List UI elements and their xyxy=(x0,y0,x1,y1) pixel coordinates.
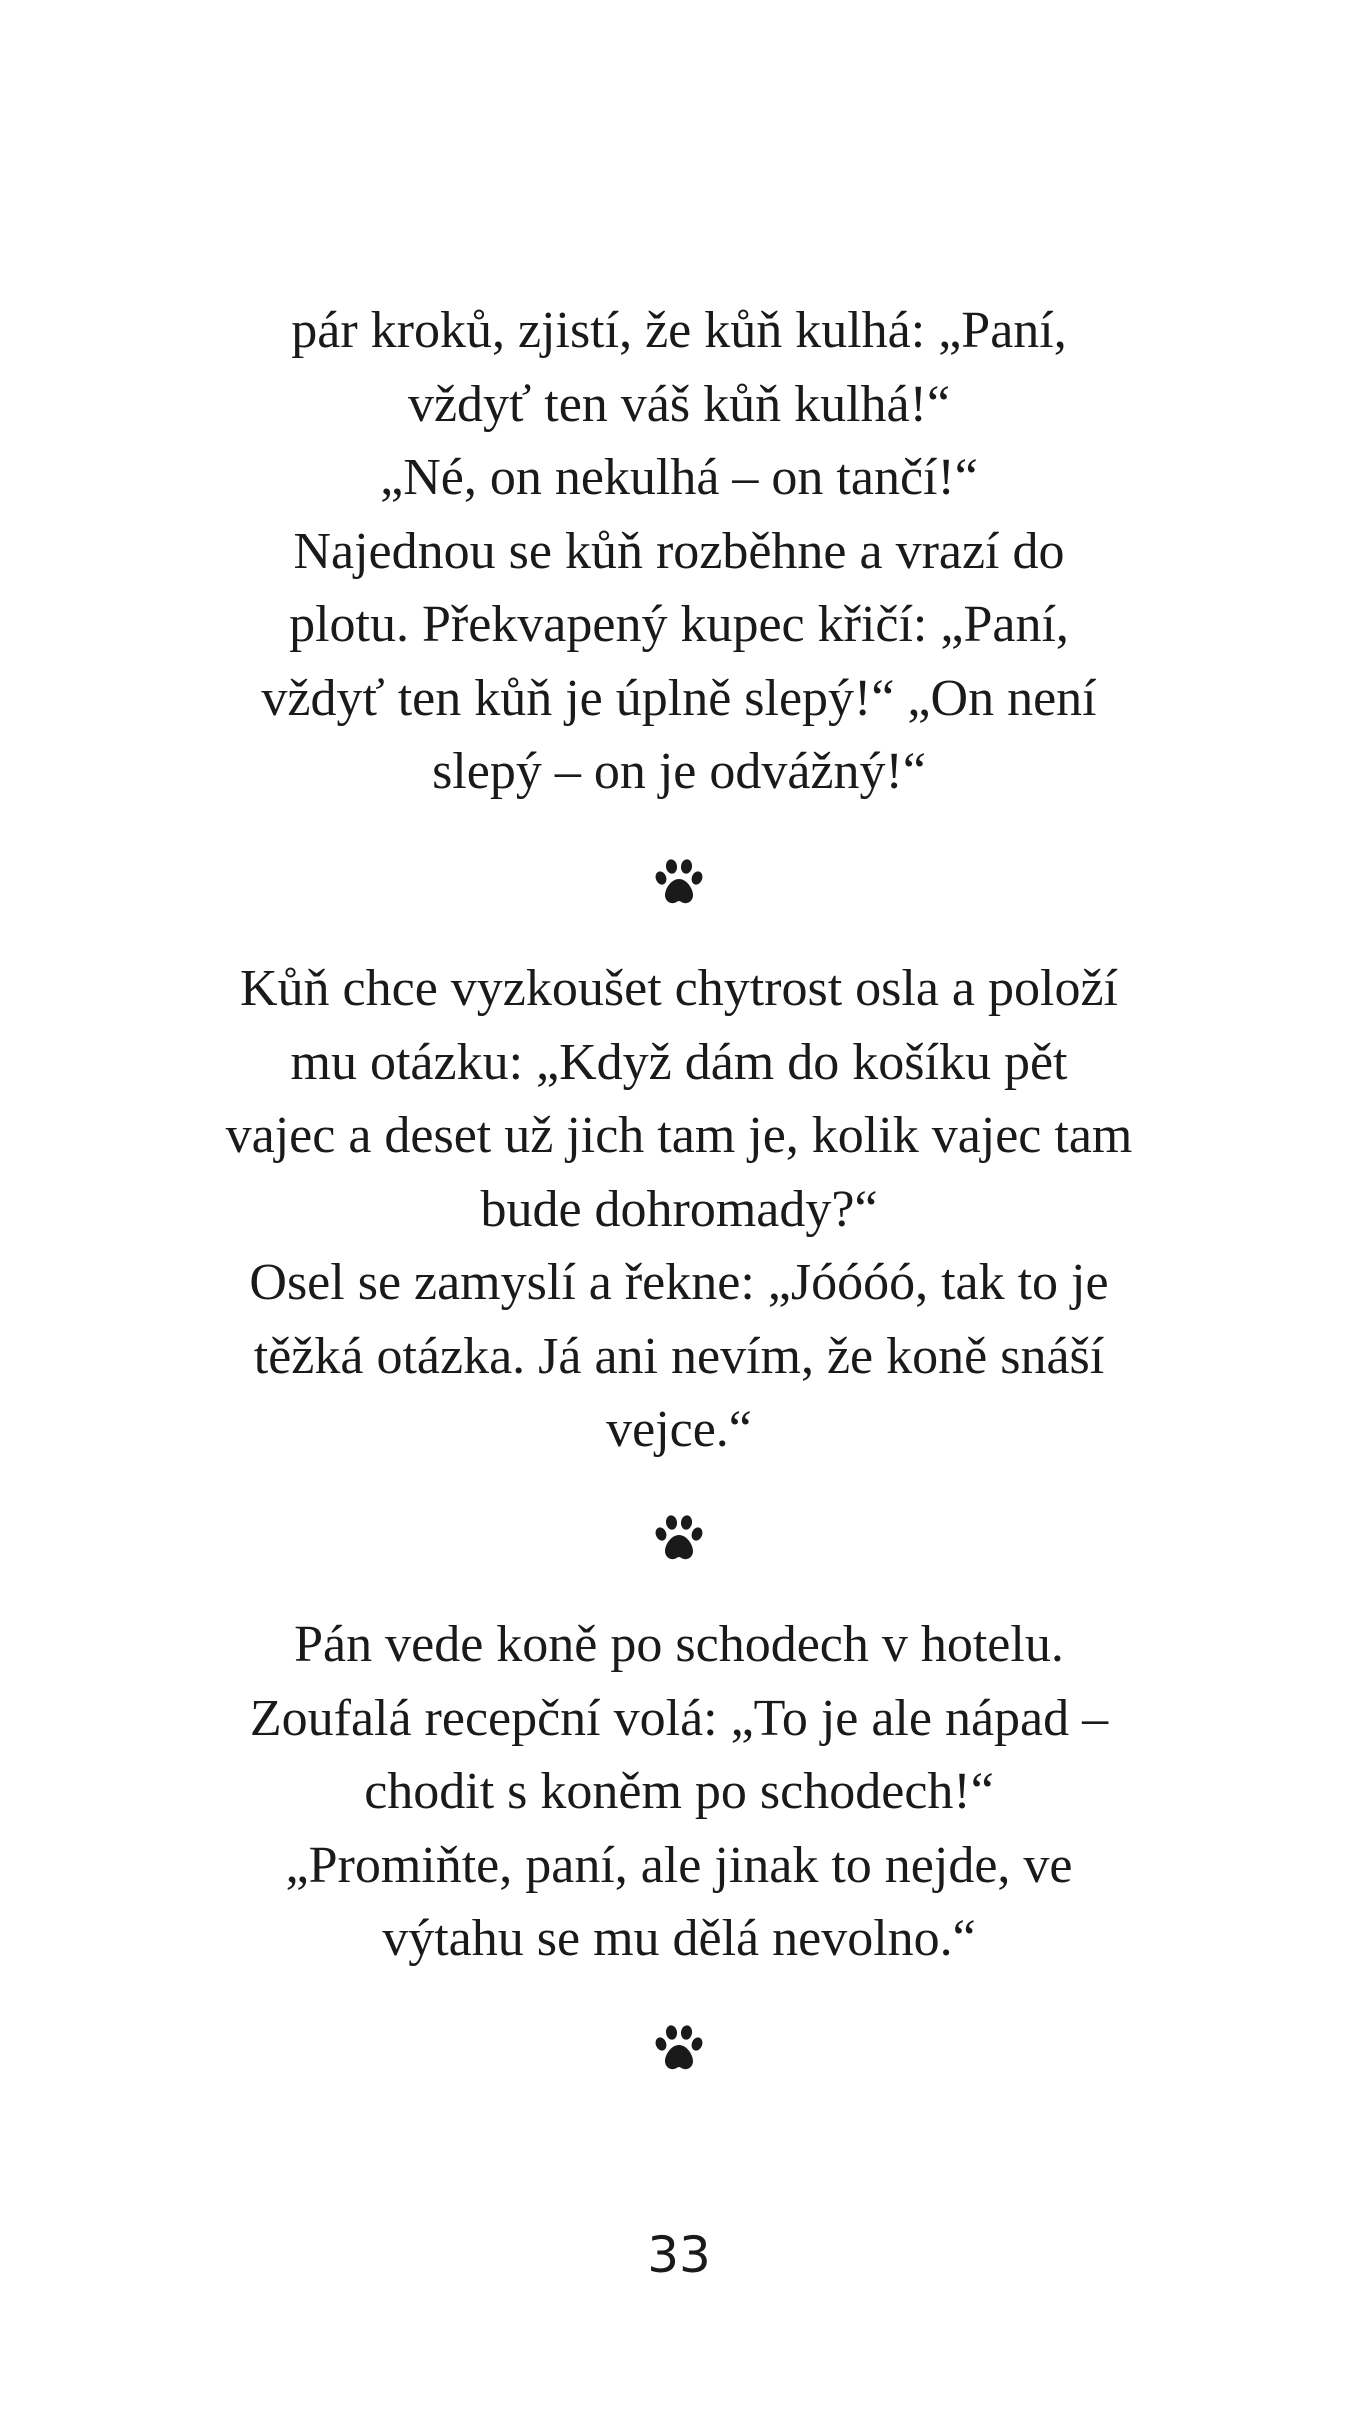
text-line: „Né, on nekulhá – on tančí!“ xyxy=(380,449,978,506)
paw-print-icon xyxy=(654,858,704,906)
text-line: „Promiňte, paní, ale jinak to nejde, ve xyxy=(285,1836,1073,1894)
text-line: mu otázku: „Když dám do košíku pět xyxy=(290,1033,1068,1091)
paw-print-icon xyxy=(654,1514,704,1562)
text-line: pár kroků, zjistí, že kůň kulhá: „Paní, xyxy=(291,302,1067,359)
joke-paragraph-3 xyxy=(150,1608,1208,1976)
text-line: Kůň chce vyzkoušet chytrost osla a položí xyxy=(240,960,1118,1017)
text-line: Najednou se kůň rozběhne a vrazí do xyxy=(293,522,1065,580)
text-line: Zoufalá recepční volá: „To je ale nápad – xyxy=(249,1689,1109,1747)
joke-paragraph-1 xyxy=(150,294,1208,809)
joke-paragraph-2 xyxy=(150,952,1208,1467)
text-line: Pán vede koně po schodech v hotelu. xyxy=(294,1616,1064,1673)
text-line: chodit s koněm po schodech!“ xyxy=(364,1763,994,1820)
text-line: vždyť ten váš kůň kulhá!“ xyxy=(407,375,951,433)
page-number: 33 xyxy=(647,2226,711,2284)
text-line: vždyť ten kůň je úplně slepý!“ „On není xyxy=(261,669,1097,727)
text-line: plotu. Překvapený kupec křičí: „Paní, xyxy=(289,596,1069,653)
paw-print-icon xyxy=(654,2024,704,2072)
text-line: výtahu se mu dělá nevolno.“ xyxy=(382,1910,976,1967)
text-line: slepý – on je odvážný!“ xyxy=(432,743,926,800)
text-line: bude dohromady?“ xyxy=(480,1180,878,1238)
text-line: těžká otázka. Já ani nevím, že koně snáší xyxy=(253,1327,1105,1385)
text-line: vajec a deset už jich tam je, kolik vajec tam xyxy=(225,1107,1133,1164)
text-line: vejce.“ xyxy=(606,1401,752,1458)
text-line: Osel se zamyslí a řekne: „Jóóóó, tak to je xyxy=(249,1254,1109,1311)
